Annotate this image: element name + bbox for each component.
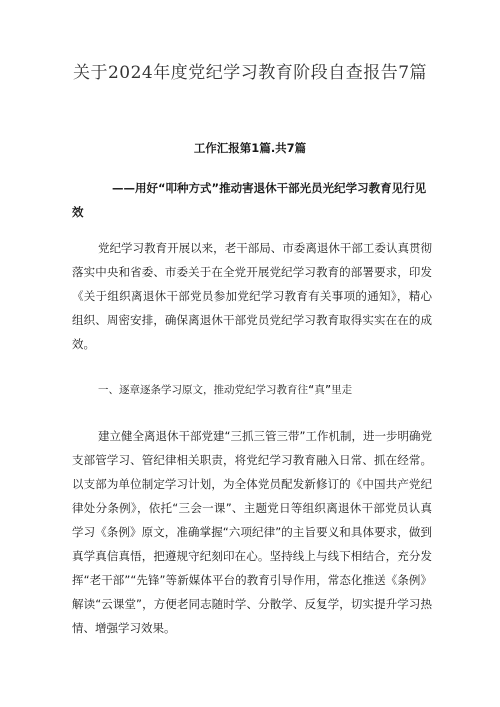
document-subtitle: ——用好“叩种方式”推动害退休干部光员光纪学习教育见行见效 [72,181,427,219]
paragraph-intro: 党纪学习教育开展以来，老干部局、市委离退休干部工委认真贯彻落实中央和省委、市委关于在全党开展党纪学习教育的部署要求，印发《关于组织离退休干部党员参加党纪学习教育有关事项的通知》，精心组织、周密安排，确保离退休干部党员党纪学习教育取得实实在在的成效。 [72,241,432,351]
document-title: 关于2024年度党纪学习教育阶段自查报告7篇 [72,63,428,83]
section-heading-1: 一、逐章逐条学习原文，推动党纪学习教育往“真”里走 [98,384,353,396]
document-subheading: 工作汇报第1篇.共7篇 [193,141,307,155]
paragraph-section-1: 建立健全离退休干部党建“三抓三管三带”工作机制，进一步明确党支部管学习、管纪律相关职责，将党纪学习教育融入日常、抓在经常。以支部为单位制定学习计划，为全体党员配发新修订的《中国共产党纪律处分条例》，依托“三会一课”、主题党日等组织离退休干部党员认真学习《条例》原文，准确掌握“六项纪律”的主旨要义和具体要求，做到真学真信真悟，把遵规守纪刻印在心。坚持线上与线下相结合，充分发挥“老干部”“先锋”等新媒体平台的教育引导作用，常态化推送《条例》解读“云课堂”，方便老同志随时学、分散学、反复学，切实提升学习热情、增强学习效果。 [72,429,432,635]
